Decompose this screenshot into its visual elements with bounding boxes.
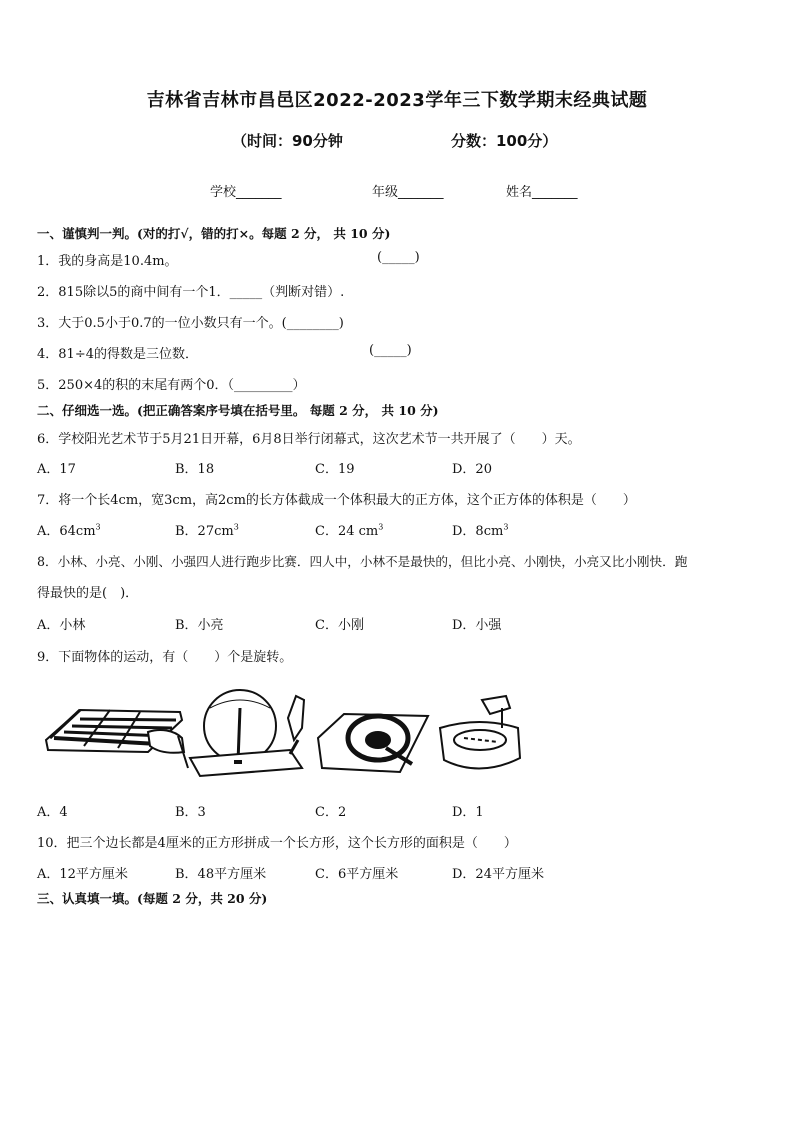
- section-3-title: 三、认真填一填。(每题 2 分，共 20 分): [37, 891, 268, 906]
- q7-option-b: B．$27cm^3$: [175, 522, 239, 539]
- question-5: 5．250×4的积的末尾有两个0．（_________）: [37, 378, 306, 393]
- steering-wheel-picture: [318, 714, 428, 772]
- q9-option-d: D．1: [452, 805, 484, 820]
- question-6: 6．学校阳光艺术节于5月21日开幕，6月8日举行闭幕式，这次艺术节一共开展了（ ）天。: [37, 432, 581, 447]
- question-1: 1．我的身高是10.4m。: [37, 254, 178, 269]
- abacus-picture: [46, 710, 188, 768]
- q7-option-d: D．$8cm^3$: [452, 522, 509, 539]
- question-9: 9．下面物体的运动，有（ ）个是旋转。: [37, 650, 293, 665]
- section-1-title: 一、谨慎判一判。(对的打√，错的打×。每题 2 分， 共 10 分): [37, 226, 391, 241]
- q9-option-a: A．4: [37, 805, 68, 820]
- question-1-blank: (_____): [377, 250, 420, 265]
- q7-option-c: C．24 $cm^3$: [315, 522, 384, 539]
- q10-option-b: B．48平方厘米: [175, 867, 267, 882]
- exam-title: 吉林省吉林市昌邑区2022-2023学年三下数学期末经典试题: [146, 90, 648, 111]
- question-3: 3．大于0.5小于0.7的一位小数只有一个。(________): [37, 316, 344, 331]
- question-7: 7．将一个长4cm，宽3cm，高2cm的长方体截成一个体积最大的正方体，这个正方体的体积是（ ）: [37, 493, 636, 508]
- faucet-picture: [440, 696, 520, 769]
- exam-score: 分数：100分）: [451, 132, 558, 150]
- question-10: 10．把三个边长都是4厘米的正方形拼成一个长方形，这个长方形的面积是（ ）: [37, 836, 517, 851]
- globe-picture: [190, 690, 302, 776]
- question-4: 4．81÷4的得数是三位数．: [37, 347, 198, 362]
- question-4-blank: (_____): [369, 343, 412, 358]
- q8-option-a: A．小林: [37, 618, 86, 633]
- hand-picture: [288, 696, 304, 754]
- question-9-illustrations: [40, 688, 540, 778]
- q8-option-b: B．小亮: [175, 618, 224, 633]
- q7-option-a: A．$64cm^3$: [37, 522, 101, 539]
- name-field: 姓名_______: [506, 185, 578, 200]
- school-field: 学校_______: [210, 185, 282, 200]
- q10-option-d: D．24平方厘米: [452, 867, 544, 882]
- q6-option-a: A．17: [37, 462, 76, 477]
- grade-field: 年级_______: [372, 185, 444, 200]
- q8-option-d: D．小强: [452, 618, 502, 633]
- exam-time: （时间：90分钟: [232, 132, 343, 150]
- q10-option-c: C．6平方厘米: [315, 867, 399, 882]
- q9-option-b: B．3: [175, 805, 206, 820]
- question-8-line-2: 得最快的是( )．: [37, 586, 139, 601]
- question-2: 2．815除以5的商中间有一个1．_____（判断对错）.: [37, 285, 345, 300]
- q9-option-c: C．2: [315, 805, 347, 820]
- question-8-line-1: 8．小林、小亮、小刚、小强四人进行跑步比赛．四人中，小林不是最快的，但比小亮、小刚快，小亮又比小刚快．跑: [37, 554, 688, 569]
- q6-option-c: C．19: [315, 462, 355, 477]
- q10-option-a: A．12平方厘米: [37, 867, 128, 882]
- q6-option-d: D．20: [452, 462, 492, 477]
- section-2-title: 二、仔细选一选。(把正确答案序号填在括号里。 每题 2 分， 共 10 分): [37, 403, 439, 418]
- q6-option-b: B．18: [175, 462, 215, 477]
- q8-option-c: C．小刚: [315, 618, 364, 633]
